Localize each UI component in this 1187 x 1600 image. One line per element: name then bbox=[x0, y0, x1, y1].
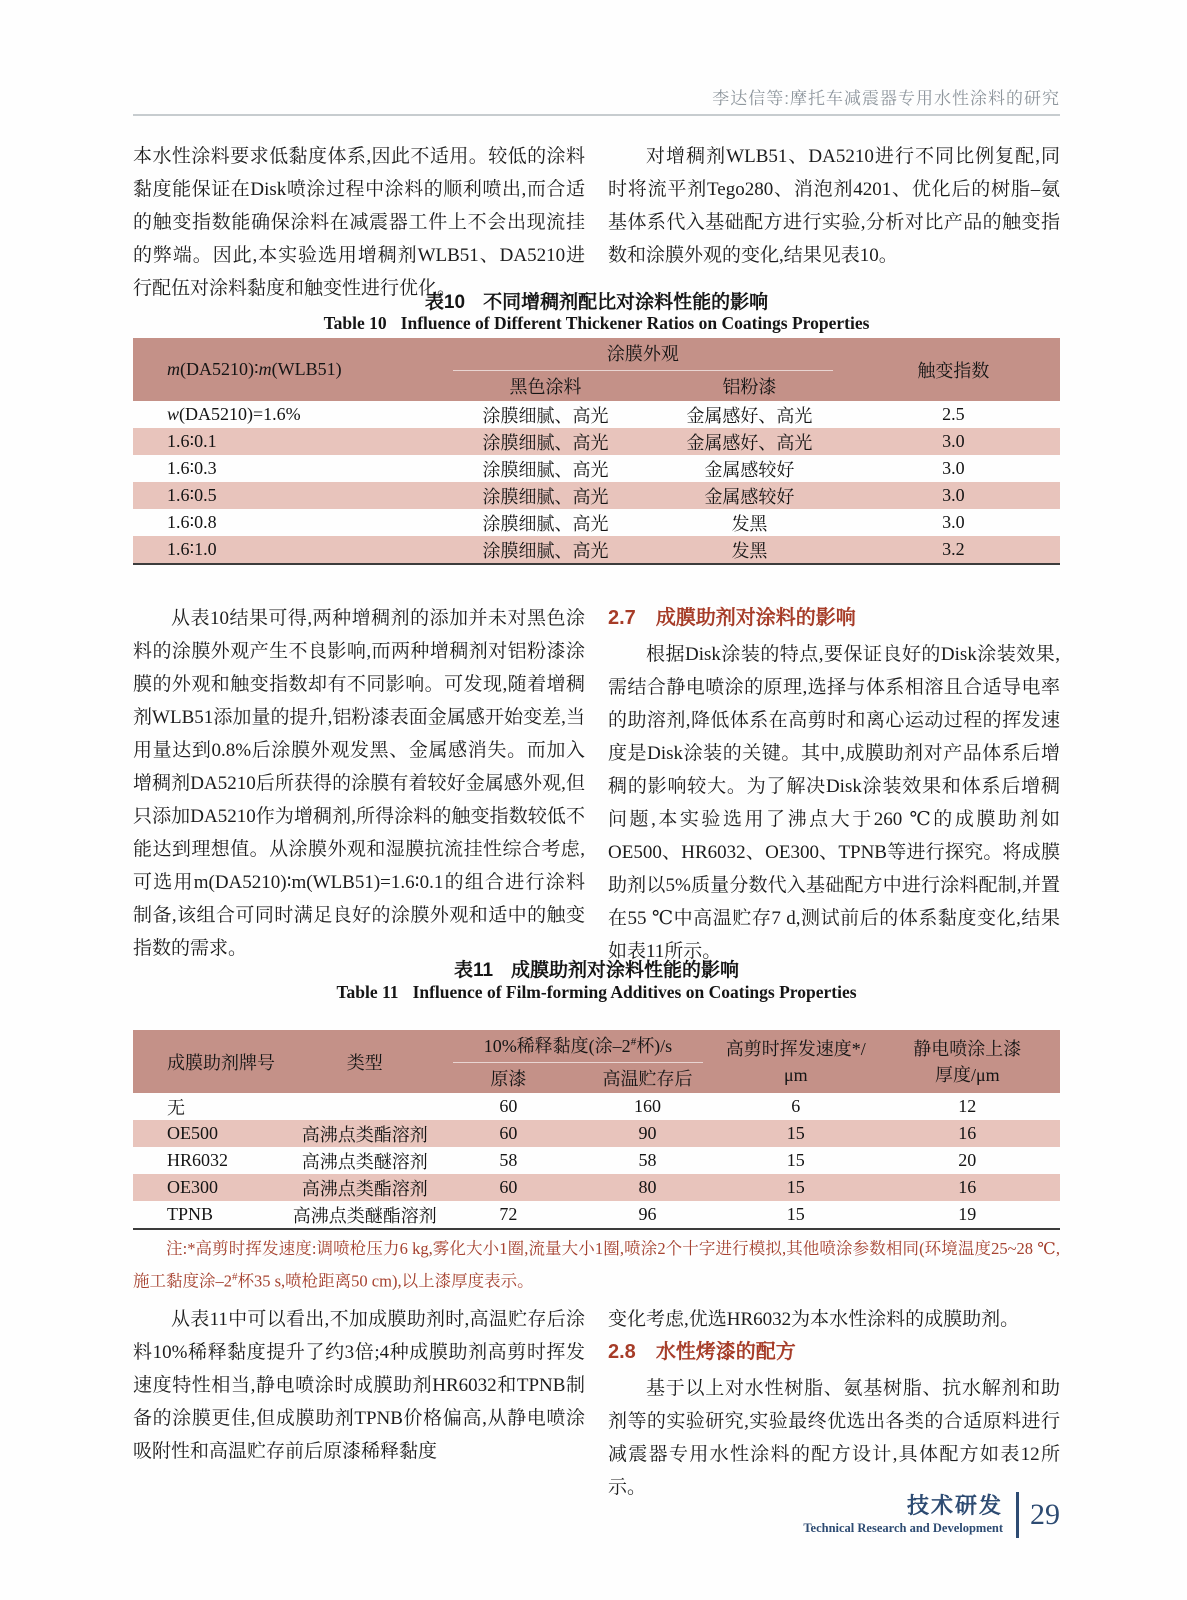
brand-cell: TPNB bbox=[167, 1204, 214, 1224]
aluminum-cell: 发黑 bbox=[731, 513, 768, 534]
ratio-cell: 1.6∶1.0 bbox=[167, 539, 217, 559]
table-row bbox=[133, 536, 1060, 564]
thixotropy-cell: 2.5 bbox=[942, 404, 965, 424]
evaporation-cell: 15 bbox=[786, 1204, 805, 1224]
evaporation-cell: 15 bbox=[786, 1123, 805, 1143]
evaporation-cell: 15 bbox=[786, 1177, 805, 1197]
table-row bbox=[133, 455, 1060, 482]
ratio-cell: 1.6∶0.3 bbox=[167, 458, 217, 478]
stored-viscosity-cell: 58 bbox=[638, 1150, 657, 1170]
stored-viscosity-cell: 160 bbox=[633, 1096, 661, 1116]
table11-caption-cn bbox=[133, 955, 1060, 982]
table10-caption-title-en: Influence of Different Thickener Ratios on Coatings Properties bbox=[400, 313, 870, 333]
footer-section-en: Technical Research and Development bbox=[803, 1521, 1003, 1535]
stored-viscosity-cell: 80 bbox=[638, 1177, 657, 1197]
original-viscosity-cell: 72 bbox=[499, 1204, 518, 1224]
aluminum-cell: 发黑 bbox=[731, 540, 768, 561]
thickness-cell: 16 bbox=[958, 1177, 977, 1197]
table10-header-thixotropy: 触变指数 bbox=[847, 338, 1060, 401]
black-coating-cell: 涂膜细腻、高光 bbox=[482, 459, 609, 480]
intro-right-paragraph: 对增稠剂WLB51、DA5210进行不同比例复配,同时将流平剂Tego280、消泡剂4201、优化后的树脂–氨基体系代入基础配方进行实验,分析对比产品的触变指数和涂膜外观的变化,结果见表10。 bbox=[608, 146, 1060, 266]
middle-section bbox=[133, 602, 1060, 968]
page-footer bbox=[803, 1492, 1060, 1538]
type-cell: 高沸点类醚溶剂 bbox=[301, 1151, 428, 1172]
type-cell bbox=[291, 1093, 439, 1120]
ratio-cell: 1.6∶0.1 bbox=[167, 431, 217, 451]
original-viscosity-cell: 58 bbox=[499, 1150, 518, 1170]
superscript-hash: # bbox=[630, 1036, 637, 1048]
analysis10-paragraph: 从表10结果可得,两种增稠剂的添加并未对黑色涂料的涂膜外观产生不良影响,而两种增稠剂对铝粉漆涂膜的外观和触变指数却有不同影响。可发现,随着增稠剂WLB51添加量的提升,铝粉漆表面金属感开始变差,当用量达到0.8%后涂膜外观发黑、金属感消失。而加入增稠剂DA5210后所获得的涂膜有着较好金属感外观,但只添加DA5210作为增稠剂,所得涂料的触变指数较低不能达到理想值。从涂膜外观和湿膜抗流挂性综合考虑,可选用m(DA5210)∶m(WLB51)=1.6∶0.1的组合进行涂料制备,该组合可同时满足良好的涂膜外观和适中的触变指数的需求。 bbox=[133, 608, 585, 959]
thixotropy-cell: 3.0 bbox=[942, 431, 965, 451]
brand-cell: OE300 bbox=[167, 1177, 218, 1197]
black-coating-cell: 涂膜细腻、高光 bbox=[482, 432, 609, 453]
table-row bbox=[133, 401, 1060, 428]
section-2-8-heading bbox=[608, 1337, 1060, 1367]
original-viscosity-cell: 60 bbox=[499, 1123, 518, 1143]
table10-caption-label-en: Table 10 bbox=[323, 313, 387, 333]
footer-section-cn: 技术研发 bbox=[906, 1493, 1003, 1518]
table10-caption-en bbox=[133, 313, 1060, 334]
table11-header-evaporation: 高剪时挥发速度*/ μm bbox=[717, 1030, 875, 1093]
table-row bbox=[133, 1093, 1060, 1120]
table-row bbox=[133, 1120, 1060, 1147]
table-row bbox=[133, 1147, 1060, 1174]
evaporation-cell: 6 bbox=[791, 1096, 801, 1116]
intro-left-paragraph: 本水性涂料要求低黏度体系,因此不适用。较低的涂料黏度能保证在Disk喷涂过程中涂料的顺利喷出,而合适的触变指数能确保涂料在减震器工件上不会出现流挂的弊端。因此,本实验选用增稠剂WLB51、DA5210进行配伍对涂料黏度和触变性进行优化。 bbox=[133, 146, 585, 299]
brand-cell: HR6032 bbox=[167, 1150, 229, 1170]
aluminum-cell: 金属感较好 bbox=[704, 486, 795, 507]
table11-header-original-paint: 原漆 bbox=[439, 1063, 578, 1093]
table11-header-viscosity-group: 10%稀释黏度(涂–2#杯)/s bbox=[439, 1030, 717, 1063]
thixotropy-cell: 3.0 bbox=[942, 512, 965, 532]
intro-right-column bbox=[608, 140, 1060, 305]
table10-header-black-coating: 黑色涂料 bbox=[439, 371, 652, 401]
section-2-7-paragraph: 根据Disk涂装的特点,要保证良好的Disk涂装效果,需结合静电喷涂的原理,选择与体系相溶且合适导电率的助溶剂,降低体系在高剪时和离心运动过程的挥发速度是Disk涂装的关键。其中,成膜助剂对产品体系后增稠的影响较大。为了解决Disk涂装效果和体系后增稠问题,本实验选用了沸点大于260 ℃的成膜助剂如OE500、HR6032、OE300、TPNB等进行探究。将成膜助剂以5%质量分数代入基础配方中进行涂料配制,并置在55 ℃中高温贮存7 d,测试前后的体系黏度变化,结果如表11所示。 bbox=[608, 644, 1060, 962]
bottom-section bbox=[133, 1303, 1060, 1504]
thickness-cell: 16 bbox=[958, 1123, 977, 1143]
black-coating-cell: 涂膜细腻、高光 bbox=[482, 540, 609, 561]
section-2-8-number: 2.8 bbox=[608, 1341, 636, 1363]
analysis10-column bbox=[133, 602, 585, 968]
table-row bbox=[133, 1174, 1060, 1201]
analysis11-right-column bbox=[608, 1303, 1060, 1504]
running-title: 李达信等:摩托车减震器专用水性涂料的研究 bbox=[712, 89, 1060, 108]
thixotropy-cell: 3.0 bbox=[942, 485, 965, 505]
superscript-hash: # bbox=[232, 1271, 238, 1283]
table11-caption-label-en: Table 11 bbox=[336, 982, 399, 1002]
table11-caption-title-en: Influence of Film-forming Additives on Coatings Properties bbox=[412, 982, 857, 1002]
brand-cell: 无 bbox=[167, 1097, 185, 1118]
type-cell: 高沸点类醚酯溶剂 bbox=[292, 1205, 437, 1226]
section-2-7-heading bbox=[608, 603, 1060, 633]
section-2-7-column bbox=[608, 602, 1060, 968]
section-2-7-number: 2.7 bbox=[608, 607, 636, 629]
table-row bbox=[133, 509, 1060, 536]
table10 bbox=[133, 338, 1060, 565]
table10-caption-cn bbox=[133, 287, 1060, 314]
table11-header-type: 类型 bbox=[291, 1030, 439, 1093]
table-row bbox=[133, 482, 1060, 509]
table10-caption-label-cn: 表10 bbox=[424, 292, 466, 313]
table11-header-brand: 成膜助剂牌号 bbox=[133, 1030, 291, 1093]
table11-header-after-storage: 高温贮存后 bbox=[578, 1063, 717, 1093]
ratio-cell: w(DA5210)=1.6% bbox=[167, 404, 301, 424]
original-viscosity-cell: 60 bbox=[499, 1096, 518, 1116]
intro-section bbox=[133, 140, 1060, 305]
section-2-8-title: 水性烤漆的配方 bbox=[655, 1341, 796, 1363]
stored-viscosity-cell: 90 bbox=[638, 1123, 657, 1143]
analysis11-right-paragraph: 变化考虑,优选HR6032为本水性涂料的成膜助剂。 bbox=[608, 1309, 1020, 1330]
table11-note: 注:*高剪时挥发速度:调喷枪压力6 kg,雾化大小1圈,流量大小1圈,喷涂2个十字进行模拟,其他喷涂参数相同(环境温度25~28 ℃,施工黏度涂–2#杯35 s,喷枪距离50 cm),以上漆厚度表示。 bbox=[133, 1239, 1060, 1291]
table-row bbox=[133, 1201, 1060, 1229]
thixotropy-cell: 3.0 bbox=[942, 458, 965, 478]
table11-wrapper bbox=[133, 1030, 1060, 1230]
section-2-8-paragraph: 基于以上对水性树脂、氨基树脂、抗水解剂和助剂等的实验研究,实验最终优选出各类的合适原料进行减震器专用水性涂料的配方设计,具体配方如表12所示。 bbox=[608, 1378, 1060, 1498]
table10-header-aluminum-paint: 铝粉漆 bbox=[652, 371, 847, 401]
table10-wrapper bbox=[133, 338, 1060, 565]
table10-header-ratio: m(DA5210)∶m(WLB51) bbox=[133, 338, 439, 401]
page-number: 29 bbox=[1030, 1498, 1060, 1531]
analysis11-left-column bbox=[133, 1303, 585, 1504]
table-row bbox=[133, 428, 1060, 455]
type-cell: 高沸点类酯溶剂 bbox=[301, 1178, 428, 1199]
ratio-cell: 1.6∶0.8 bbox=[167, 512, 217, 532]
table11-caption-label-cn: 表11 bbox=[453, 960, 494, 981]
table10-caption-title-cn: 不同增稠剂配比对涂料性能的影响 bbox=[483, 292, 769, 313]
aluminum-cell: 金属感较好 bbox=[704, 459, 795, 480]
footer-section-labels bbox=[803, 1494, 1003, 1536]
type-cell: 高沸点类酯溶剂 bbox=[301, 1124, 428, 1145]
ratio-cell: 1.6∶0.5 bbox=[167, 485, 217, 505]
footer-divider-bar bbox=[1016, 1492, 1019, 1538]
stored-viscosity-cell: 96 bbox=[638, 1204, 657, 1224]
table10-header-appearance-group: 涂膜外观 bbox=[439, 338, 847, 371]
table11-caption-title-cn: 成膜助剂对涂料性能的影响 bbox=[511, 960, 740, 981]
black-coating-cell: 涂膜细腻、高光 bbox=[482, 513, 609, 534]
thickness-cell: 20 bbox=[958, 1150, 977, 1170]
analysis11-left-paragraph: 从表11中可以看出,不加成膜助剂时,高温贮存后涂料10%稀释黏度提升了约3倍;4种成膜助剂高剪时挥发速度特性相当,静电喷涂时成膜助剂HR6032和TPNB制备的涂膜更佳,但成膜助剂TPNB价格偏高,从静电喷涂吸附性和高温贮存前后原漆稀释黏度 bbox=[133, 1309, 585, 1462]
section-2-7-title: 成膜助剂对涂料的影响 bbox=[655, 607, 856, 629]
table11 bbox=[133, 1030, 1060, 1230]
table11-header-thickness: 静电喷涂上漆 厚度/μm bbox=[875, 1030, 1060, 1093]
aluminum-cell: 金属感好、高光 bbox=[686, 405, 813, 426]
table11-header-row1 bbox=[133, 1030, 1060, 1063]
original-viscosity-cell: 60 bbox=[499, 1177, 518, 1197]
thixotropy-cell: 3.2 bbox=[942, 539, 965, 559]
brand-cell: OE500 bbox=[167, 1123, 218, 1143]
aluminum-cell: 金属感好、高光 bbox=[686, 432, 813, 453]
table11-caption-en bbox=[133, 982, 1060, 1003]
black-coating-cell: 涂膜细腻、高光 bbox=[482, 486, 609, 507]
thickness-cell: 19 bbox=[958, 1204, 977, 1224]
table10-header-row1 bbox=[133, 338, 1060, 371]
evaporation-cell: 15 bbox=[786, 1150, 805, 1170]
header-rule bbox=[133, 114, 1060, 116]
thickness-cell: 12 bbox=[958, 1096, 977, 1116]
black-coating-cell: 涂膜细腻、高光 bbox=[482, 405, 609, 426]
intro-left-column bbox=[133, 140, 585, 305]
